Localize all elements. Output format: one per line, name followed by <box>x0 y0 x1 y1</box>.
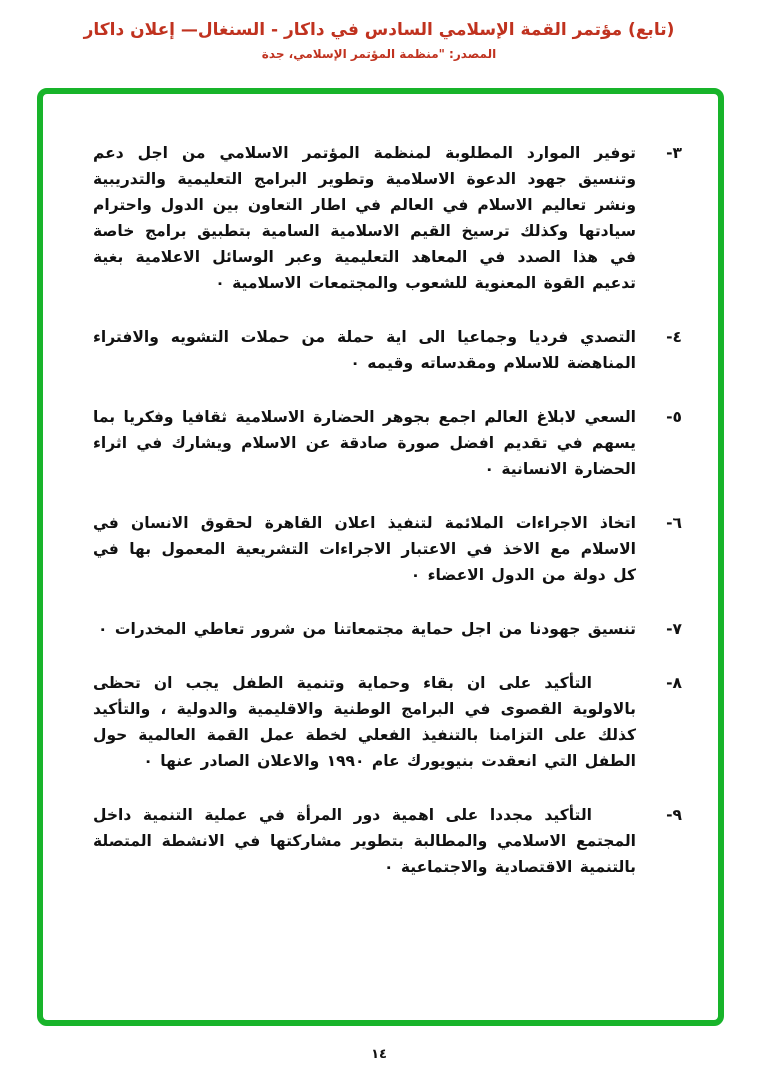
list-item <box>93 802 682 880</box>
document-source: المصدر: "منظمة المؤتمر الإسلامي، جدة <box>261 47 497 61</box>
page-header <box>0 18 758 63</box>
list-item <box>93 616 682 642</box>
item-number: ٨- <box>666 674 682 692</box>
green-border-frame <box>37 88 724 1026</box>
document-title: (تابع) مؤتمر القمة الإسلامي السادس في داكار - السنغال— إعلان داكار <box>83 20 675 40</box>
item-number: ٤- <box>666 328 682 346</box>
list-item <box>93 324 682 376</box>
item-text: تنسيق جهودنا من اجل حماية مجتمعاتنا من شرور تعاطي المخدرات ٠ <box>98 620 636 638</box>
item-number: ٣- <box>666 144 682 162</box>
item-text: التصدي فرديا وجماعيا الى اية حملة من حملات التشويه والافتراء المناهضة للاسلام ومقدساته وقيمه ٠ <box>93 328 636 372</box>
list-item <box>93 404 682 482</box>
item-text: السعي لابلاغ العالم اجمع بجوهر الحضارة الاسلامية ثقافيا وفكريا بما يسهم في تقديم افضل صورة صادقة عن الاسلام ويشارك في اثراء الحضارة الانسانية ٠ <box>93 408 636 478</box>
list-item <box>93 670 682 774</box>
list-item <box>93 510 682 588</box>
item-text: التأكيد على ان بقاء وحماية وتنمية الطفل يجب ان تحظى بالاولوية القصوى في البرامج الوطنية والاقليمية والدولية ، والتأكيد كذلك على التزامنا بالتنفيذ الفعلي لخطة عمل القمة العالمية حول الطفل التي انعقدت بنيويورك عام ١٩٩٠ والاعلان الصادر عنها ٠ <box>93 674 636 770</box>
item-text: اتخاذ الاجراءات الملائمة لتنفيذ اعلان القاهرة لحقوق الانسان في الاسلام مع الاخذ في الاعتبار الاجراءات التشريعية المعمول بها في كل دولة من الدول الاعضاء ٠ <box>93 514 636 584</box>
item-text: التأكيد مجددا على اهمية دور المرأة في عملية التنمية داخل المجتمع الاسلامي والمطالبة بتطوير مشاركتها في الانشطة المتصلة بالتنمية الاقتصادية والاجتماعية ٠ <box>93 806 636 876</box>
list-item <box>93 140 682 296</box>
item-text: توفير الموارد المطلوبة لمنظمة المؤتمر الاسلامي من اجل دعم وتنسيق جهود الدعوة الاسلامية وتطوير البرامج التعليمية والتدريبية ونشر تعاليم الاسلام في العالم في اطار التعاون بين الدول واحترام سيادتها وكذلك ترسيخ القيم الاسلامية السامية بتطبيق برامج خاصة في هذا الصدد في المعاهد التعليمية وعبر الوسائل الاعلامية بغية تدعيم القوة المعنوية للشعوب والمجتمعات الاسلامية ٠ <box>93 144 636 292</box>
item-number: ٦- <box>666 514 682 532</box>
item-number: ٩- <box>666 806 682 824</box>
item-number: ٥- <box>666 408 682 426</box>
item-number: ٧- <box>666 620 682 638</box>
page-number: ١٤ <box>371 1047 387 1062</box>
